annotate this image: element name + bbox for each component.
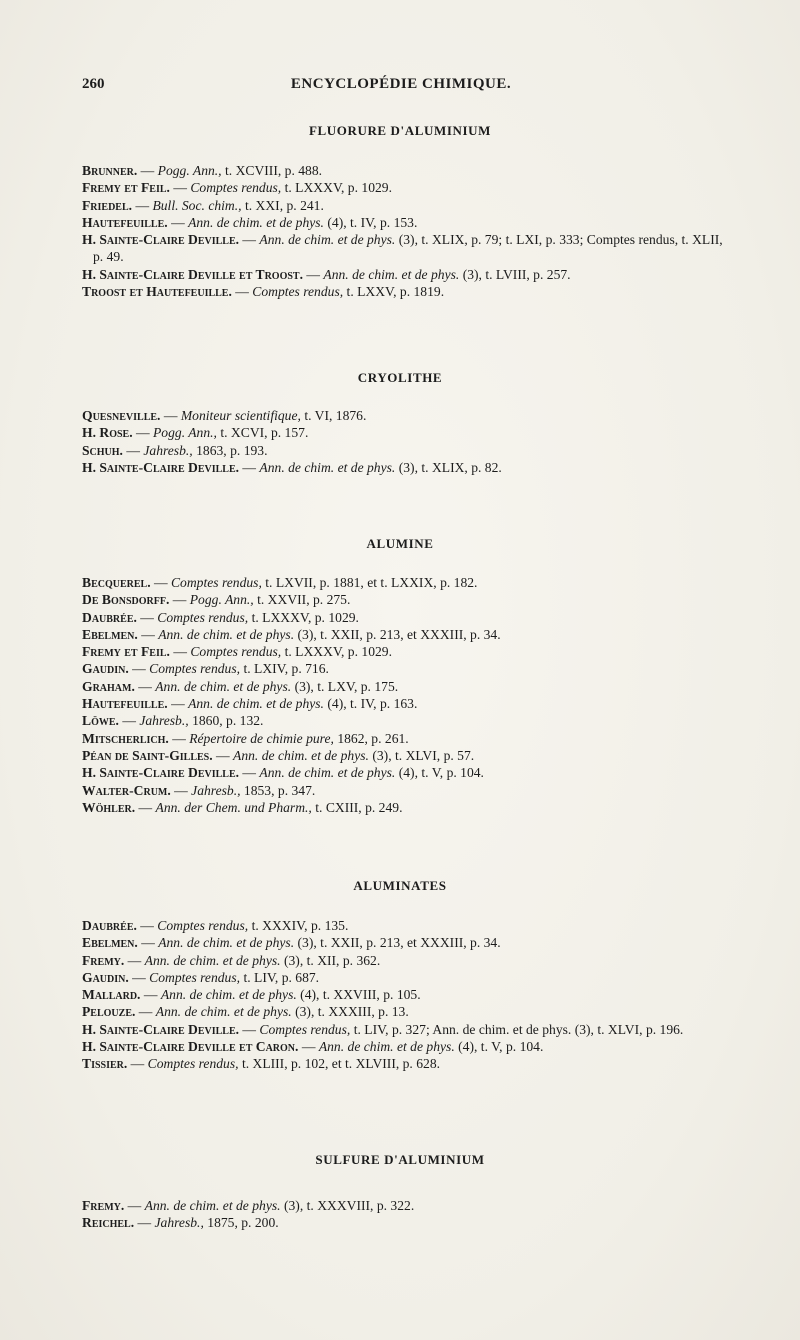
entry-reference: Jahresb., (191, 782, 241, 798)
entry-reference: Ann. de chim. et de phys. (188, 696, 324, 712)
entry-reference: Jahresb., (139, 713, 189, 729)
entry-author: H. Sainte-Claire Deville. (82, 1021, 240, 1037)
entry-author: Gaudin. (82, 661, 129, 677)
bibliography-list-fluorure (82, 162, 732, 300)
entry-details: 1862, p. 261. (337, 730, 409, 746)
entry-details: t. LIV, p. 327; Ann. de chim. et de phys. (3), t. XLVI, p. 196. (353, 1021, 684, 1037)
entry-author: Mallard. (82, 987, 141, 1003)
bibliography-list-cryolithe (82, 407, 732, 476)
entry-reference: Comptes rendus, (147, 1056, 239, 1072)
entry-author: Daubrée. (82, 609, 137, 625)
entry-author: Ebelmen. (82, 935, 138, 951)
entry-reference: Jahresb., (154, 1215, 204, 1231)
bibliography-entry: Mallard. — Ann. de chim. et de phys. (4), t. XXVIII, p. 105. (82, 987, 421, 1003)
entry-reference: Comptes rendus, (157, 918, 249, 933)
bibliography-entry: Péan de Saint-Gilles. — Ann. de chim. et de phys. (3), t. XLVI, p. 57. (82, 747, 475, 763)
entry-details: t. CXIII, p. 249. (315, 799, 403, 815)
entry-reference: Comptes rendus, (170, 575, 262, 590)
entry-reference: Pogg. Ann., (157, 163, 222, 178)
bibliography-entry: Wöhler. — Ann. der Chem. und Pharm., t. CXIII, p. 249. (82, 799, 403, 815)
bibliography-entry: Fremy et Feil. — Comptes rendus, t. LXXXV, p. 1029. (82, 644, 392, 660)
entry-reference: Ann. de chim. et de phys. (318, 1039, 455, 1055)
entry-reference: Pogg. Ann., (189, 592, 254, 608)
bibliography-entry: Brunner. — Pogg. Ann., t. XCVIII, p. 488. (82, 163, 323, 178)
entry-author: Löwe. (82, 713, 119, 729)
entry-reference: Ann. de chim. et de phys. (158, 935, 295, 951)
entry-details: 1863, p. 193. (196, 442, 268, 458)
bibliography-entry: Hautefeuille. — Ann. de chim. et de phys. (4), t. IV, p. 163. (82, 696, 418, 712)
entry-author: Becquerel. (82, 575, 151, 590)
bibliography-entry: H. Rose. — Pogg. Ann., t. XCVI, p. 157. (82, 425, 309, 441)
bibliography-entry: Walter-Crum. — Jahresb., 1853, p. 347. (82, 782, 316, 798)
bibliography-entry: Hautefeuille. — Ann. de chim. et de phys. (4), t. IV, p. 153. (82, 214, 418, 230)
bibliography-entry: H. Sainte-Claire Deville. — Ann. de chim. et de phys. (3), t. XLIX, p. 79; t. LXI, p. 333; Comptes rendus, t. XLII, p. 49. (82, 232, 723, 265)
entry-details: (4), t. V, p. 104. (458, 1039, 544, 1055)
section-title-sulfure: SULFURE D'ALUMINIUM (315, 1152, 485, 1167)
entry-reference: Comptes rendus, (190, 180, 282, 196)
entry-reference: Ann. de chim. et de phys. (155, 1004, 292, 1020)
entry-details: t. LXXXV, p. 1029. (284, 644, 392, 660)
entry-reference: Répertoire de chimie pure, (189, 730, 334, 746)
entry-details: t. VI, 1876. (304, 408, 367, 423)
entry-author: Schuh. (82, 442, 123, 458)
bibliography-entry: Tissier. — Comptes rendus, t. XLIII, p. 102, et t. XLVIII, p. 628. (82, 1056, 441, 1072)
entry-details: (3), t. XLIX, p. 82. (398, 459, 502, 475)
bibliography-entry: Graham. — Ann. de chim. et de phys. (3), t. LXV, p. 175. (82, 678, 399, 694)
entry-reference: Pogg. Ann., (153, 425, 217, 441)
bibliography-entry: Friedel. — Bull. Soc. chim., t. XXI, p. 241. (82, 197, 324, 213)
section-title-fluorure: FLUORURE D'ALUMINIUM (308, 123, 492, 138)
entry-reference: Comptes rendus, (149, 969, 241, 985)
entry-reference: Ann. der Chem. und Pharm., (155, 799, 312, 815)
entry-author: Gaudin. (82, 969, 129, 985)
entry-reference: Comptes rendus, (190, 644, 282, 660)
entry-reference: Ann. de chim. et de phys. (259, 459, 396, 475)
entry-reference: Ann. de chim. et de phys. (160, 987, 297, 1003)
entry-author: H. Rose. (82, 425, 133, 441)
entry-details: t. XXVII, p. 275. (257, 592, 351, 608)
entry-author: H. Sainte-Claire Deville. (82, 765, 240, 781)
bibliography-entry: Ebelmen. — Ann. de chim. et de phys. (3), t. XXII, p. 213, et XXXIII, p. 34. (82, 935, 501, 951)
entry-author: Tissier. (82, 1056, 128, 1072)
bibliography-entry: H. Sainte-Claire Deville et Troost. — Ann. de chim. et de phys. (3), t. LVIII, p. 257. (82, 266, 571, 282)
entry-details: (3), t. XXXVIII, p. 322. (283, 1198, 415, 1213)
entry-author: Fremy et Feil. (82, 644, 170, 660)
entry-details: (3), t. XXXIII, p. 13. (295, 1004, 409, 1020)
entry-details: t. XXXIV, p. 135. (251, 918, 349, 933)
section-title-cryolithe: CRYOLITHE (357, 370, 443, 385)
entry-details: t. XCVIII, p. 488. (225, 163, 323, 178)
running-title: ENCYCLOPÉDIE CHIMIQUE. (290, 76, 512, 92)
entry-details: t. LIV, p. 687. (243, 969, 320, 985)
bibliography-entry: Pelouze. — Ann. de chim. et de phys. (3), t. XXXIII, p. 13. (82, 1004, 409, 1020)
entry-author: H. Sainte-Claire Deville et Troost. (82, 266, 303, 282)
bibliography-entry: Fremy et Feil. — Comptes rendus, t. LXXXV, p. 1029. (82, 180, 392, 196)
bibliography-entry: H. Sainte-Claire Deville. — Ann. de chim. et de phys. (3), t. XLIX, p. 82. (82, 459, 502, 475)
entry-details: (4), t. V, p. 104. (398, 765, 484, 781)
bibliography-entry: Fremy. — Ann. de chim. et de phys. (3), t. XII, p. 362. (82, 952, 381, 968)
entry-author: H. Sainte-Claire Deville. (82, 459, 240, 475)
page-header (82, 76, 720, 98)
bibliography-entry: H. Sainte-Claire Deville. — Ann. de chim. et de phys. (4), t. V, p. 104. (82, 765, 484, 781)
entry-details: (3), t. LVIII, p. 257. (462, 266, 571, 282)
entry-details: t. XLIII, p. 102, et t. XLVIII, p. 628. (241, 1056, 441, 1072)
entry-reference: Moniteur scientifique, (180, 408, 301, 423)
bibliography-entry: Becquerel. — Comptes rendus, t. LXVII, p. 1881, et t. LXXIX, p. 182. (82, 575, 478, 590)
bibliography-entry: H. Sainte-Claire Deville. — Comptes rendus, t. LIV, p. 327; Ann. de chim. et de phys. (3), t. XLVI, p. 196. (82, 1021, 684, 1037)
entry-details: (3), t. XXII, p. 213, et XXXIII, p. 34. (297, 626, 501, 642)
bibliography-entry: Löwe. — Jahresb., 1860, p. 132. (82, 713, 264, 729)
entry-reference: Jahresb., (143, 442, 193, 458)
entry-author: H. Sainte-Claire Deville et Caron. (82, 1039, 299, 1055)
entry-author: Graham. (82, 678, 135, 694)
bibliography-list-sulfure (82, 1197, 732, 1232)
entry-reference: Ann. de chim. et de phys. (259, 232, 396, 248)
entry-details: (4), t. IV, p. 153. (327, 214, 418, 230)
entry-details: t. XXI, p. 241. (244, 197, 324, 213)
bibliography-entry: Gaudin. — Comptes rendus, t. LXIV, p. 716. (82, 661, 329, 677)
entry-reference: Ann. de chim. et de phys. (144, 1198, 281, 1213)
bibliography-entry: Fremy. — Ann. de chim. et de phys. (3), t. XXXVIII, p. 322. (82, 1198, 415, 1213)
entry-reference: Ann. de chim. et de phys. (188, 214, 324, 230)
entry-reference: Ann. de chim. et de phys. (233, 747, 369, 763)
entry-author: Hautefeuille. (82, 214, 168, 230)
entry-author: Ebelmen. (82, 626, 138, 642)
entry-details: 1875, p. 200. (207, 1215, 279, 1231)
bibliography-entry: Schuh. — Jahresb., 1863, p. 193. (82, 442, 268, 458)
entry-reference: Comptes rendus, (252, 284, 344, 300)
bibliography-list-aluminates (82, 917, 732, 1073)
entry-author: Péan de Saint-Gilles. (82, 747, 213, 763)
entry-reference: Ann. de chim. et de phys. (158, 626, 295, 642)
entry-details: t. LXXV, p. 1819. (346, 284, 445, 300)
entry-details: (4), t. IV, p. 163. (327, 696, 418, 712)
entry-reference: Ann. de chim. et de phys. (323, 266, 460, 282)
entry-details: t. LXIV, p. 716. (243, 661, 329, 677)
entry-author: Mitscherlich. (82, 730, 169, 746)
entry-author: Troost et Hautefeuille. (82, 284, 232, 300)
entry-author: De Bonsdorff. (82, 592, 170, 608)
entry-details: (3), t. LXV, p. 175. (294, 678, 399, 694)
entry-author: Hautefeuille. (82, 696, 168, 712)
section-title-alumine: ALUMINE (366, 536, 434, 551)
entry-reference: Ann. de chim. et de phys. (259, 765, 396, 781)
section-title-aluminates: ALUMINATES (353, 878, 447, 893)
entry-author: Pelouze. (82, 1004, 136, 1020)
entry-author: Quesneville. (82, 408, 161, 423)
bibliography-entry: Ebelmen. — Ann. de chim. et de phys. (3), t. XXII, p. 213, et XXXIII, p. 34. (82, 626, 501, 642)
bibliography-entry: H. Sainte-Claire Deville et Caron. — Ann. de chim. et de phys. (4), t. V, p. 104. (82, 1039, 544, 1055)
entry-details: t. LXVII, p. 1881, et t. LXXIX, p. 182. (265, 575, 478, 590)
page-number: 260 (82, 76, 105, 92)
entry-details: 1860, p. 132. (192, 713, 264, 729)
entry-details: (4), t. XXVIII, p. 105. (300, 987, 421, 1003)
entry-reference: Comptes rendus, (149, 661, 241, 677)
entry-author: Brunner. (82, 163, 138, 178)
entry-author: H. Sainte-Claire Deville. (82, 232, 240, 248)
entry-details: t. XCVI, p. 157. (220, 425, 309, 441)
entry-author: Fremy. (82, 1198, 125, 1213)
entry-reference: Ann. de chim. et de phys. (155, 678, 292, 694)
bibliography-entry: Daubrée. — Comptes rendus, t. LXXXV, p. 1029. (82, 609, 359, 625)
entry-author: Reichel. (82, 1215, 135, 1231)
entry-details: t. LXXXV, p. 1029. (251, 609, 359, 625)
entry-reference: Ann. de chim. et de phys. (144, 952, 281, 968)
entry-author: Walter-Crum. (82, 782, 171, 798)
bibliography-list-alumine (82, 574, 732, 816)
entry-details: (3), t. XII, p. 362. (283, 952, 381, 968)
bibliography-entry: Troost et Hautefeuille. — Comptes rendus, t. LXXV, p. 1819. (82, 284, 445, 300)
entry-reference: Bull. Soc. chim., (152, 197, 242, 213)
entry-author: Friedel. (82, 197, 133, 213)
entry-details: 1853, p. 347. (243, 782, 316, 798)
bibliography-entry: De Bonsdorff. — Pogg. Ann., t. XXVII, p. 275. (82, 592, 351, 608)
entry-details: (3), t. XLVI, p. 57. (372, 747, 475, 763)
bibliography-entry: Quesneville. — Moniteur scientifique, t. VI, 1876. (82, 408, 367, 423)
entry-details: (3), t. XXII, p. 213, et XXXIII, p. 34. (297, 935, 501, 951)
entry-reference: Comptes rendus, (157, 609, 249, 625)
entry-details: (3), t. XLIX, p. 79; t. LXI, p. 333; Comptes rendus, t. XLII, p. 49. (93, 232, 723, 265)
bibliography-entry: Reichel. — Jahresb., 1875, p. 200. (82, 1215, 279, 1231)
entry-author: Fremy et Feil. (82, 180, 170, 196)
bibliography-entry: Daubrée. — Comptes rendus, t. XXXIV, p. 135. (82, 918, 349, 933)
bibliography-entry: Mitscherlich. — Répertoire de chimie pure, 1862, p. 261. (82, 730, 409, 746)
entry-author: Wöhler. (82, 799, 136, 815)
bibliography-entry: Gaudin. — Comptes rendus, t. LIV, p. 687. (82, 969, 320, 985)
entry-author: Daubrée. (82, 918, 137, 933)
entry-details: t. LXXXV, p. 1029. (284, 180, 392, 196)
entry-reference: Comptes rendus, (259, 1021, 351, 1037)
entry-author: Fremy. (82, 952, 125, 968)
